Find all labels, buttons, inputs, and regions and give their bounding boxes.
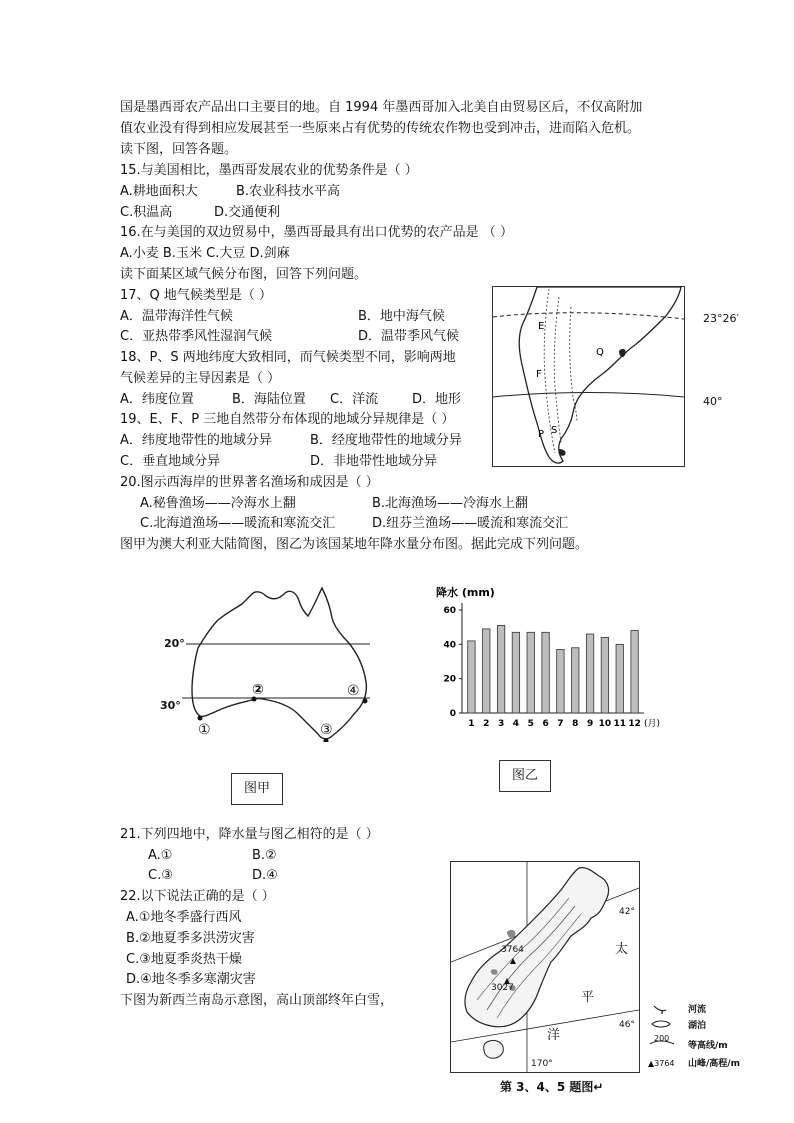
bar-month-9 [586,634,593,713]
bar-month-2 [483,629,490,713]
q19-opt-d: D．非地带性地域分异 [310,454,438,469]
label-p: P [538,429,545,440]
x-tick-label: 11 [613,719,627,729]
q21-opt-c: C.③ [148,868,173,883]
bar-month-3 [497,625,504,713]
newzealand-map [450,861,640,1073]
intro-line-2: 值农业没有得到相应发展甚至一些原来占有优势的传统农作物也受到冲击，进而陷入危机。 [120,121,641,136]
legend-peak-num: ▲3764 [648,1059,675,1068]
south-america-map [492,286,685,467]
y-tick-label: 20 [443,674,456,685]
x-tick-label: 8 [572,719,579,729]
x-tick-label: 5 [527,719,534,729]
nz-lat42: 42° [619,907,635,917]
lead-climate: 读下面某区域气候分布图，回答下列问题。 [120,267,368,282]
intro-line-3: 读下图，回答各题。 [120,142,238,157]
x-tick-label: 6 [542,719,549,729]
x-unit-label: (月) [644,719,661,729]
x-tick-label: 4 [512,719,520,729]
australia-map [158,582,378,742]
intro-line-1: 国是墨西哥农产品出口主要目的地。自 1994 年墨西哥加入北美自由贸易区后，不仅高附加 [120,100,643,115]
q18-opt-c: C．洋流 [330,392,379,407]
lead-australia: 图甲为澳大利亚大陆简图，图乙为该国某地年降水量分布图。据此完成下列问题。 [120,537,589,552]
q21-stem: 21.下列四地中，降水量与图乙相符的是（ ） [120,827,379,842]
y-tick-label: 0 [449,709,456,719]
aus-point-3: ③ [320,722,333,738]
bar-month-4 [512,632,519,713]
nz-sea-ping: 平 [581,990,595,1005]
q19-opt-c: C．垂直地域分异 [120,454,221,469]
q21-opt-d: D.④ [252,868,278,883]
q20-opt-a: A.秘鲁渔场——冷海水上翻 [140,496,296,511]
q18-stem-1: 18、P、S 两地纬度大致相同，而气候类型不同，影响两地 [120,350,456,365]
bar-month-11 [616,644,623,713]
lat-23-label: 23°26′ [703,312,739,325]
q17-opt-a: A．温带海洋性气候 [120,309,233,324]
aus-point-1: ① [198,722,211,738]
aus-point-2: ② [252,682,264,698]
nz-legend [648,1000,758,1072]
q19-opt-b: B．经度地带性的地域分异 [310,433,462,448]
bar-month-8 [572,648,579,713]
q21-opt-a: A.① [148,848,173,863]
chart-caption: 图乙 [499,760,551,792]
legend-river-icon [654,1006,666,1014]
q17-stem: 17、Q 地气候类型是（ ） [120,288,273,303]
aus-caption: 图甲 [231,773,283,805]
legend-river: 河流 [688,1005,707,1015]
label-q: Q [596,347,604,358]
y-tick-label: 60 [443,606,456,616]
q15-opt-d: D.交通便利 [214,205,281,220]
q15-opt-a: A.耕地面积大 [120,184,198,199]
q22-stem: 22.以下说法正确的是（ ） [120,889,275,904]
legend-lake: 湖泊 [688,1021,707,1031]
nz-caption: 第 3、4、5 题图↵ [500,1080,604,1094]
q20-opt-c: C.北海道渔场——暖流和寒流交汇 [140,516,336,531]
aus-point-4: ④ [347,683,360,699]
aus-lat30: 30° [160,699,181,712]
nz-lon170: 170° [531,1059,553,1069]
x-tick-label: 7 [557,719,564,729]
bar-month-12 [631,631,638,713]
x-tick-label: 3 [497,719,505,729]
q15-opt-b: B.农业科技水平高 [236,184,341,199]
q18-opt-b: B．海陆位置 [232,392,306,407]
legend-lake-icon [652,1021,670,1027]
x-tick-label: 1 [468,719,475,729]
q19-opt-a: A．纬度地带性的地域分异 [120,433,272,448]
q22-opt-b: B.②地夏季多洪涝灾害 [126,931,255,946]
q15-opt-c: C.积温高 [120,205,173,220]
bar-month-10 [601,637,608,713]
precip-chart [430,583,670,743]
q19-stem: 19、E、F、P 三地自然带分布体现的地域分异规律是（ ） [120,412,455,427]
nz-peak-3764: 3764 [501,945,524,955]
legend-contour: 等高线/m [688,1041,728,1051]
q22-opt-a: A.①地冬季盛行西风 [126,910,242,925]
q22-opt-c: C.③地夏季炎热干燥 [126,952,242,967]
legend-contour-num: 200 [654,1034,670,1043]
x-tick-label: 2 [483,719,490,729]
x-tick-label: 9 [586,719,594,729]
q16-stem: 16.在与美国的双边贸易中，墨西哥最具有出口优势的农产品是 （ ） [120,225,513,240]
chart-ylabel: 降水 (mm) [436,586,495,599]
q16-opts: A.小麦 B.玉米 C.大豆 D.剑麻 [120,246,290,261]
legend-peak: 山峰/高程/m [688,1059,740,1069]
q21-opt-b: B.② [252,848,277,863]
y-tick-label: 40 [443,640,456,651]
q20-opt-d: D.纽芬兰渔场——暖流和寒流交汇 [372,516,569,531]
q20-opt-b: B.北海渔场——冷海水上翻 [372,496,529,511]
q20-stem: 20.图示西海岸的世界著名渔场和成因是（ ） [120,475,379,490]
q18-opt-a: A．纬度位置 [120,392,194,407]
q18-stem-2: 气候差异的主导因素是（ ） [120,371,281,386]
x-tick-label: 10 [598,719,612,729]
precip-chart-svg [430,583,670,743]
label-e: E [538,321,545,332]
label-s: S [551,425,558,436]
nz-lat46: 46° [619,1020,635,1030]
q18-opt-d: D．地形 [412,392,462,407]
q17-opt-c: C．亚热带季风性湿润气候 [120,329,273,344]
q17-opt-b: B．地中海气候 [358,309,445,324]
bar-month-6 [542,632,549,713]
q17-opt-d: D．温带季风气候 [358,329,460,344]
q22-opt-d: D.④地冬季多寒潮灾害 [126,972,256,987]
bar-month-5 [527,632,534,713]
bar-month-7 [557,649,564,713]
aus-lat20: 20° [164,637,185,650]
nz-sea-tai: 太 [615,942,629,957]
lat-40-label: 40° [703,395,723,408]
nz-sea-yang: 洋 [547,1028,561,1043]
bar-month-1 [468,641,475,713]
q15-stem: 15.与美国相比，墨西哥发展农业的优势条件是（ ） [120,163,418,178]
nz-peak-3027: 3027 [491,983,514,993]
lead-newzealand: 下图为新西兰南岛示意图，高山顶部终年白雪， [120,993,394,1008]
label-f: F [536,369,542,380]
x-tick-label: 12 [628,719,641,729]
